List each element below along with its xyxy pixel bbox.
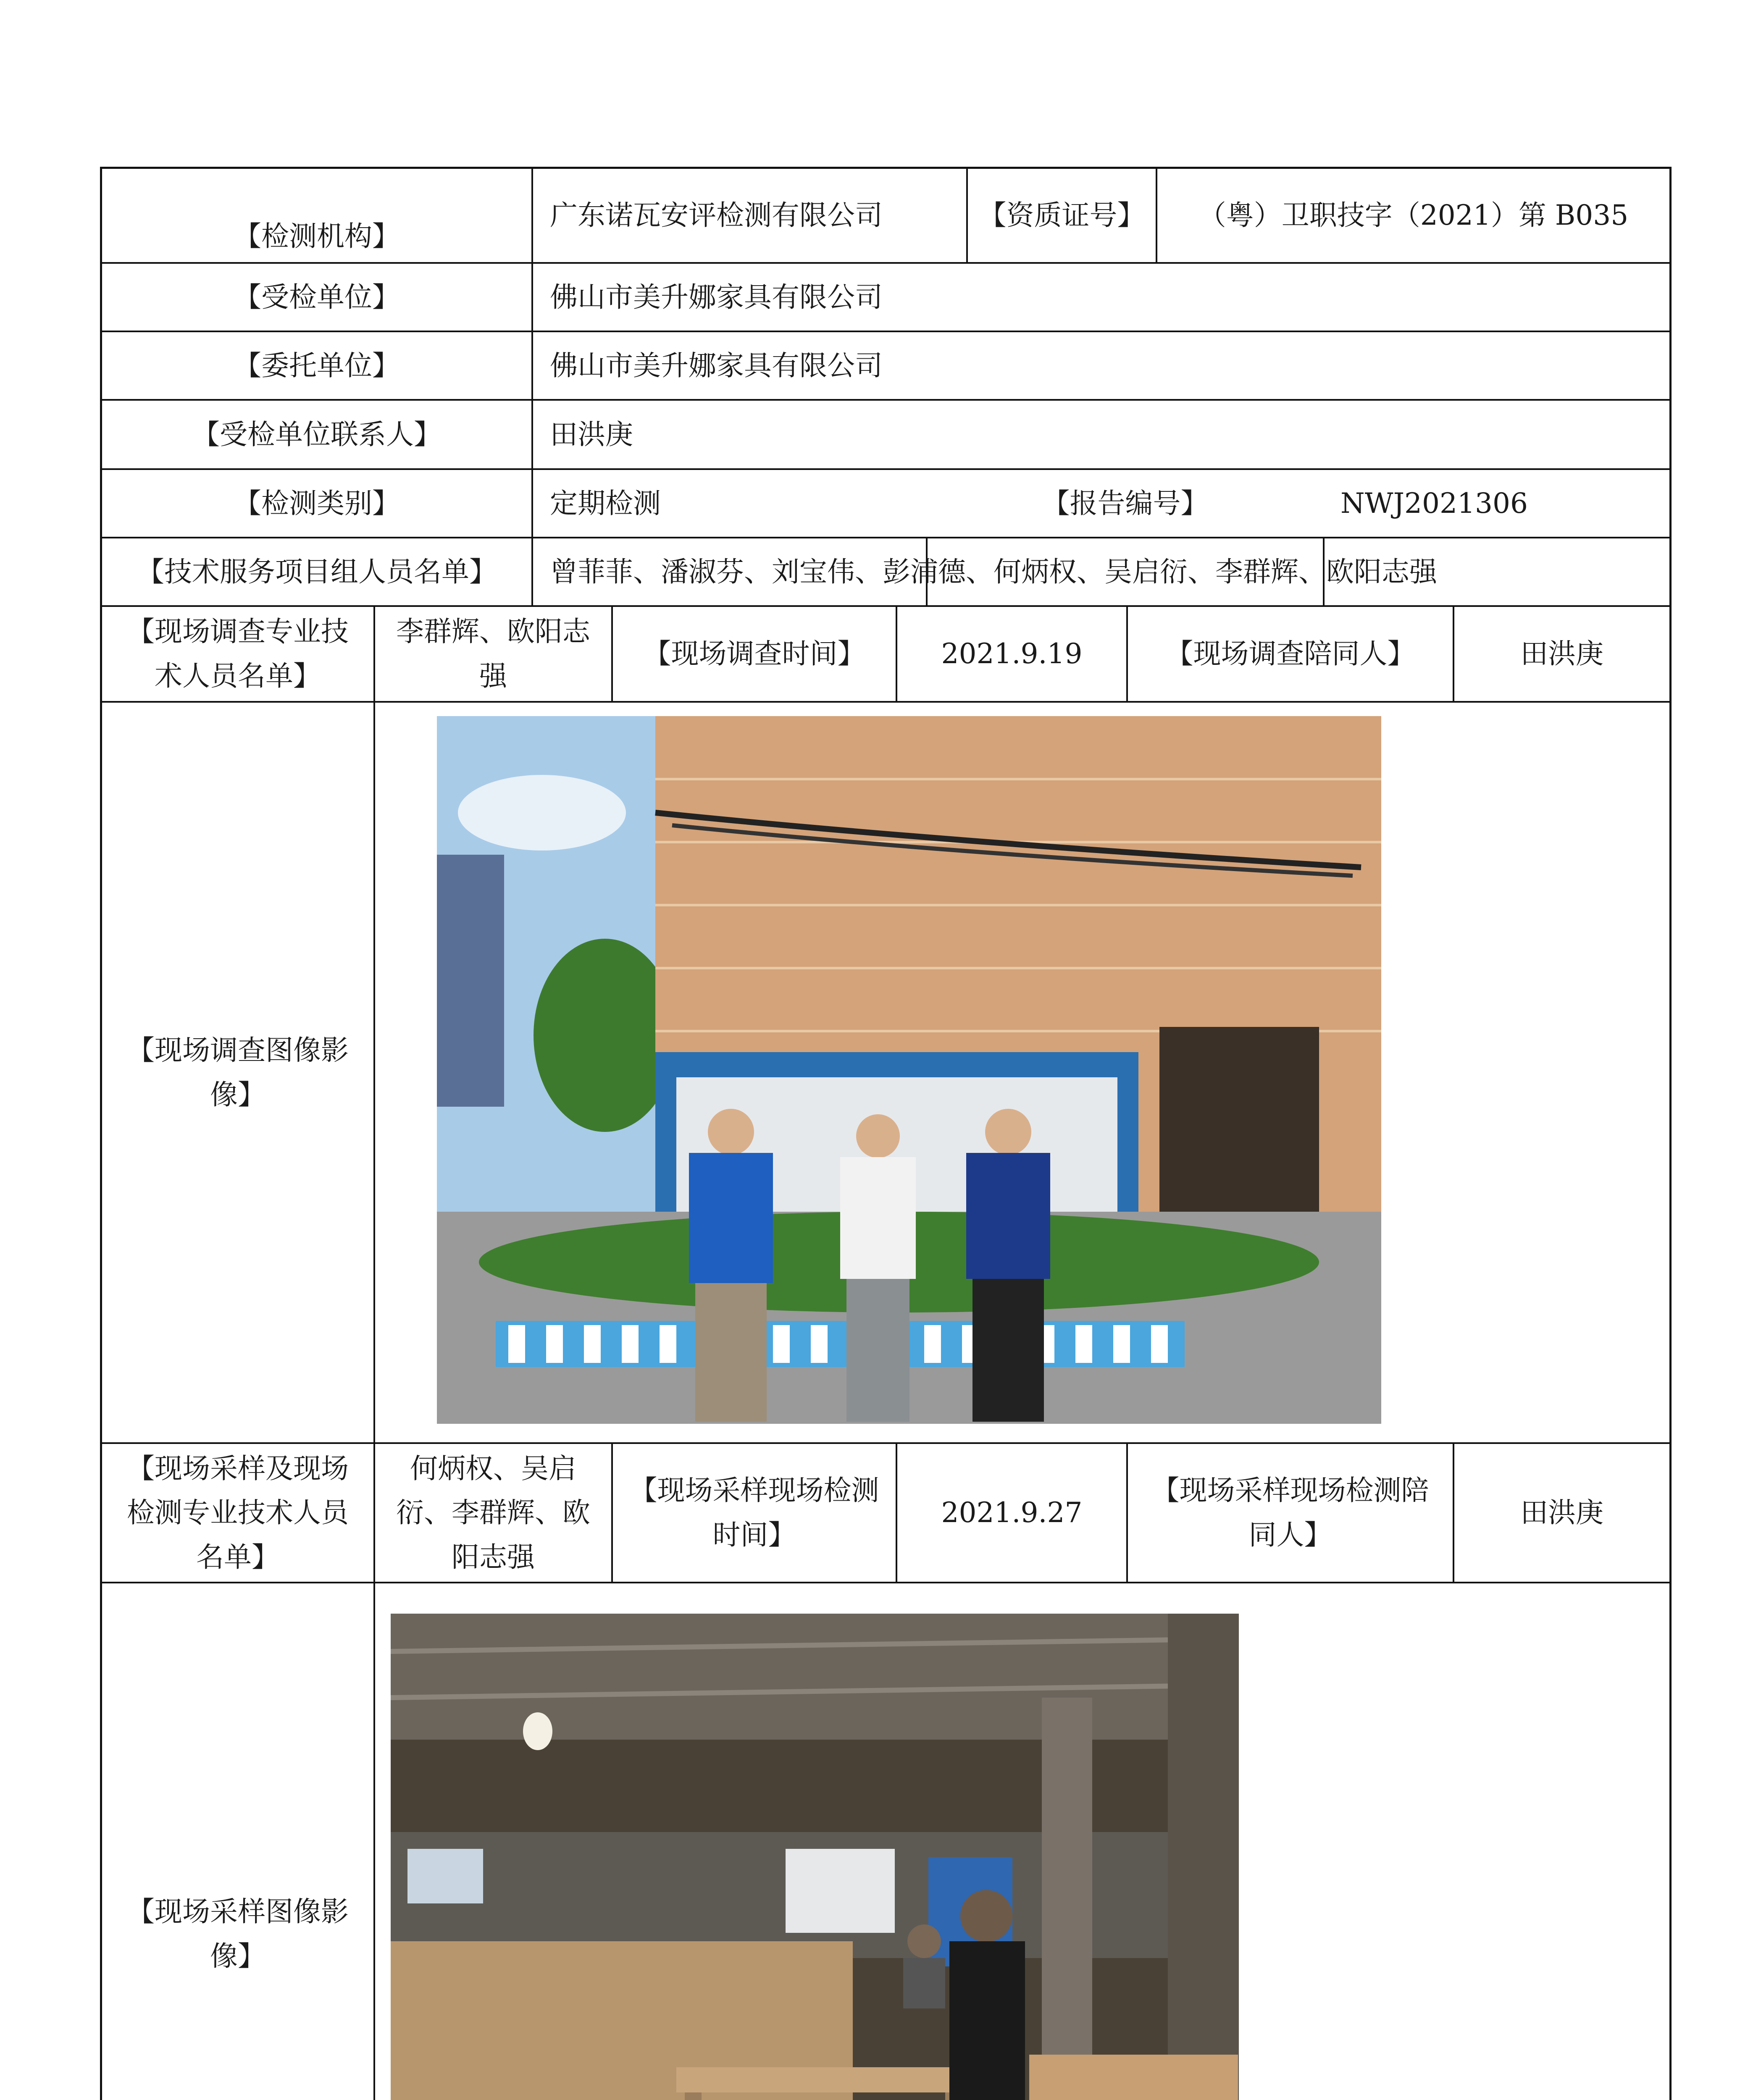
sampling-image-label: 【现场采样图像影像】 (127, 1895, 349, 1972)
sampling-accompany-value: 田洪庚 (1520, 1496, 1603, 1529)
survey-time-label: 【现场调查时间】 (643, 638, 865, 670)
sampling-time-label: 【现场采样现场检测时间】 (629, 1474, 879, 1551)
survey-image-label: 【现场调查图像影像】 (127, 1034, 349, 1111)
cert-value: （粤）卫职技字（2021）第 B035 (1198, 199, 1629, 232)
sampling-site-photo (391, 1614, 1239, 2100)
survey-site-photo (437, 716, 1381, 1424)
inspected-unit-value: 佛山市美升娜家具有限公司 (550, 281, 883, 313)
client-unit-value: 佛山市美升娜家具有限公司 (550, 349, 883, 382)
contact-label: 【受检单位联系人】 (192, 418, 442, 451)
sampling-staff-value: 何炳权、吴启衍、李群辉、欧阳志强 (396, 1452, 590, 1573)
survey-time-value: 2021.9.19 (941, 638, 1083, 670)
report-number-value: NWJ2021306 (1340, 487, 1528, 520)
survey-accompany-label: 【现场调查陪同人】 (1165, 638, 1415, 670)
sampling-accompany-label: 【现场采样现场检测陪同人】 (1151, 1474, 1429, 1551)
inst-value: 广东诺瓦安评检测有限公司 (550, 199, 883, 232)
project-team-label: 【技术服务项目组人员名单】 (137, 555, 497, 588)
category-value: 定期检测 (550, 487, 661, 520)
project-team-value: 曾菲菲、潘淑芬、刘宝伟、彭浦德、何炳权、吴启衍、李群辉、欧阳志强 (550, 555, 1437, 588)
category-label: 【检测类别】 (234, 487, 400, 520)
client-unit-label: 【委托单位】 (234, 349, 400, 382)
sampling-time-value: 2021.9.27 (941, 1496, 1083, 1529)
survey-staff-value: 李群辉、欧阳志强 (396, 615, 590, 692)
survey-staff-label: 【现场调查专业技术人员名单】 (127, 615, 349, 692)
inspection-record-table (100, 167, 1672, 2100)
sampling-staff-label: 【现场采样及现场检测专业技术人员名单】 (127, 1452, 349, 1573)
survey-accompany-value: 田洪庚 (1520, 638, 1603, 670)
report-number-label: 【报告编号】 (1042, 487, 1209, 520)
inst-label: 【检测机构】 (234, 220, 400, 253)
contact-value: 田洪庚 (550, 418, 633, 451)
inspected-unit-label: 【受检单位】 (234, 281, 400, 313)
cert-label: 【资质证号】 (978, 199, 1145, 232)
